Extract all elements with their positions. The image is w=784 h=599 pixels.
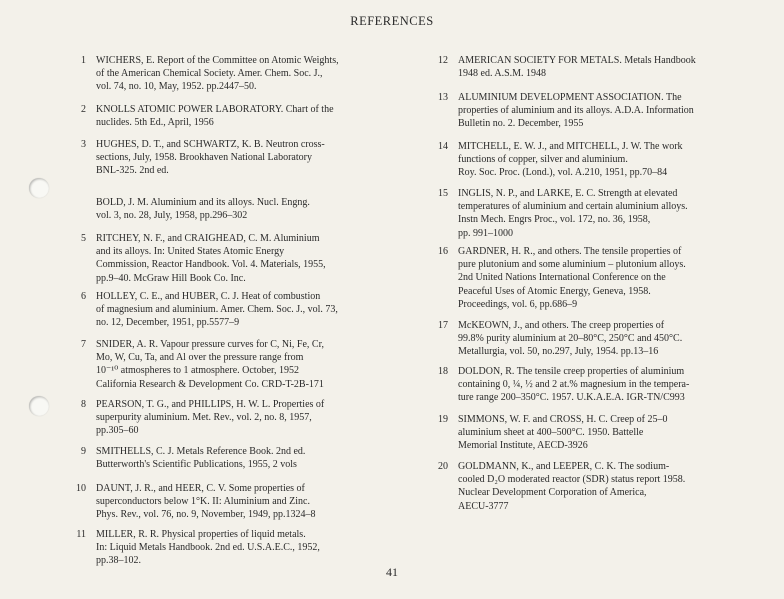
reference-line: pure plutonium and some aluminium – plutonium alloys. bbox=[458, 259, 686, 271]
reference-text bbox=[96, 398, 324, 438]
reference-text bbox=[458, 140, 683, 180]
reference-text bbox=[458, 91, 694, 131]
reference-number: 8 bbox=[81, 399, 86, 410]
reference-line: 99.8% purity aluminium at 20–80°C, 250°C and 450°C. bbox=[458, 333, 683, 345]
reference-text bbox=[96, 54, 339, 94]
reference-line: superconductors below 1°K. II: Aluminium and Zinc. bbox=[96, 496, 310, 508]
reference-line: containing 0, ¼, ½ and 2 at.% magnesium in the tempera- bbox=[458, 379, 690, 391]
reference-line: HUGHES, D. T., and SCHWARTZ, K. B. Neutron cross- bbox=[96, 139, 325, 150]
reference-text bbox=[96, 482, 316, 522]
reference-line: KNOLLS ATOMIC POWER LABORATORY. Chart of the bbox=[96, 104, 334, 115]
reference-number: 1 bbox=[81, 55, 86, 66]
reference-number: 10 bbox=[76, 483, 86, 494]
reference-line: MITCHELL, E. W. J., and MITCHELL, J. W. The work bbox=[458, 141, 683, 152]
reference-line: Nuclear Development Corporation of America, bbox=[458, 487, 647, 499]
reference-text bbox=[458, 460, 685, 513]
reference-line: Metallurgia, vol. 50, no.297, July, 1954. pp.13–16 bbox=[458, 346, 659, 358]
reference-line: aluminium sheet at 400–500°C. 1950. Battelle bbox=[458, 427, 644, 439]
reference-number: 18 bbox=[438, 366, 448, 377]
reference-line: cooled D₂O moderated reactor (SDR) status report 1958. bbox=[458, 474, 686, 486]
reference-line: DAUNT, J. R., and HEER, C. V. Some properties of bbox=[96, 483, 305, 494]
reference-line: Commission, Reactor Handbook. Vol. 4. Materials, 1955, bbox=[96, 259, 326, 271]
reference-number: 9 bbox=[81, 446, 86, 457]
reference-number: 12 bbox=[438, 55, 448, 66]
page-number: 41 bbox=[386, 565, 398, 579]
reference-text bbox=[458, 413, 668, 453]
reference-line: MILLER, R. R. Physical properties of liquid metals. bbox=[96, 529, 306, 540]
reference-line: Phys. Rev., vol. 76, no. 9, November, 1949, pp.1324–8 bbox=[96, 509, 316, 521]
reference-line: pp.9–40. McGraw Hill Book Co. Inc. bbox=[96, 272, 246, 284]
reference-line: GOLDMANN, K., and LEEPER, C. K. The sodium- bbox=[458, 461, 670, 472]
reference-line: pp.305–60 bbox=[96, 425, 139, 437]
reference-text bbox=[96, 445, 305, 471]
reference-number: 7 bbox=[81, 339, 86, 350]
reference-number: 11 bbox=[76, 529, 86, 540]
punch-hole bbox=[29, 396, 49, 416]
reference-text bbox=[458, 54, 696, 80]
reference-line: Bulletin no. 2. December, 1955 bbox=[458, 118, 584, 130]
reference-line: BOLD, J. M. Aluminium and its alloys. Nucl. Engng. bbox=[96, 197, 310, 208]
reference-text bbox=[96, 103, 334, 129]
reference-line: properties of aluminium and its alloys. A.D.A. Information bbox=[458, 105, 694, 117]
reference-line: 2nd United Nations International Conference on the bbox=[458, 272, 666, 284]
reference-text bbox=[96, 196, 310, 222]
reference-line: 1948 ed. A.S.M. 1948 bbox=[458, 68, 547, 80]
reference-line: Proceedings, vol. 6, pp.686–9 bbox=[458, 298, 578, 310]
reference-line: PEARSON, T. G., and PHILLIPS, H. W. L. Properties of bbox=[96, 399, 325, 410]
reference-text bbox=[96, 232, 326, 285]
reference-line: DOLDON, R. The tensile creep properties of aluminium bbox=[458, 366, 685, 377]
reference-number: 16 bbox=[438, 246, 448, 257]
reference-line: Mo, W, Cu, Ta, and Al over the pressure range from bbox=[96, 352, 304, 364]
page-title: REFERENCES bbox=[350, 14, 434, 28]
reference-number: 20 bbox=[438, 461, 448, 472]
reference-number: 3 bbox=[81, 139, 86, 150]
reference-number: 19 bbox=[438, 414, 448, 425]
reference-line: SNIDER, A. R. Vapour pressure curves for C, Ni, Fe, Cr, bbox=[96, 339, 325, 350]
reference-line: HOLLEY, C. E., and HUBER, C. J. Heat of combustion bbox=[96, 291, 321, 302]
reference-number: 17 bbox=[438, 320, 448, 331]
reference-text bbox=[458, 319, 682, 359]
reference-line: no. 12, December, 1951, pp.5577–9 bbox=[96, 317, 240, 329]
reference-line: of magnesium and aluminium. Amer. Chem. Soc. J., vol. 73, bbox=[96, 304, 338, 316]
reference-text bbox=[458, 187, 688, 240]
reference-line: ture range 200–350°C. 1957. U.K.A.E.A. IGR-TN/C993 bbox=[458, 392, 685, 404]
reference-line: WICHERS, E. Report of the Committee on Atomic Weights, bbox=[96, 55, 339, 66]
reference-number: 15 bbox=[438, 188, 448, 199]
reference-line: AMERICAN SOCIETY FOR METALS. Metals Handbook bbox=[458, 55, 696, 66]
reference-line: sections, July, 1958. Brookhaven National Laboratory bbox=[96, 152, 312, 164]
reference-text bbox=[96, 338, 324, 391]
reference-line: Memorial Institute, AECD-3926 bbox=[458, 440, 588, 452]
reference-line: nuclides. 5th Ed., April, 1956 bbox=[96, 117, 214, 129]
reference-number: 13 bbox=[438, 92, 448, 103]
reference-number: 6 bbox=[81, 291, 86, 302]
reference-line: SMITHELLS, C. J. Metals Reference Book. 2nd ed. bbox=[96, 446, 306, 457]
reference-line: BNL-325. 2nd ed. bbox=[96, 165, 169, 177]
reference-line: AECU-3777 bbox=[458, 500, 509, 512]
reference-text bbox=[96, 290, 338, 330]
reference-number: 5 bbox=[81, 233, 86, 244]
punch-hole bbox=[29, 178, 49, 198]
reference-text bbox=[458, 245, 686, 311]
reference-line: SIMMONS, W. F. and CROSS, H. C. Creep of 25–0 bbox=[458, 414, 668, 425]
reference-line: and its alloys. In: United States Atomic Energy bbox=[96, 246, 285, 258]
reference-line: Roy. Soc. Proc. (Lond.), vol. A.210, 1951, pp.70–84 bbox=[458, 167, 668, 179]
reference-line: INGLIS, N. P., and LARKE, E. C. Strength at elevated bbox=[458, 188, 678, 199]
reference-line: RITCHEY, N. F., and CRAIGHEAD, C. M. Aluminium bbox=[96, 233, 320, 244]
reference-line: vol. 74, no. 10, May, 1952. pp.2447–50. bbox=[96, 81, 257, 93]
reference-line: pp. 991–1000 bbox=[458, 227, 513, 239]
reference-text bbox=[96, 138, 325, 178]
reference-line: superpurity aluminium. Met. Rev., vol. 2, no. 8, 1957, bbox=[96, 412, 312, 424]
reference-line: In: Liquid Metals Handbook. 2nd ed. U.S.A.E.C., 1952, bbox=[96, 542, 320, 554]
reference-line: of the American Chemical Society. Amer. Chem. Soc. J., bbox=[96, 68, 323, 80]
reference-line: pp.38–102. bbox=[96, 555, 141, 567]
reference-text bbox=[96, 528, 320, 568]
reference-line: Instn Mech. Engrs Proc., vol. 172, no. 36, 1958, bbox=[458, 214, 651, 226]
reference-number: 2 bbox=[81, 104, 86, 115]
reference-line: Butterworth's Scientific Publications, 1955, 2 vols bbox=[96, 459, 297, 471]
reference-number: 14 bbox=[438, 141, 448, 152]
reference-line: ALUMINIUM DEVELOPMENT ASSOCIATION. The bbox=[458, 92, 682, 103]
reference-line: California Research & Development Co. CRD-T-2B-171 bbox=[96, 378, 324, 390]
reference-line: 10⁻¹⁰ atmospheres to 1 atmosphere. October, 1952 bbox=[96, 365, 299, 377]
reference-text bbox=[458, 365, 689, 405]
reference-line: temperatures of aluminium and certain aluminium alloys. bbox=[458, 201, 688, 213]
reference-line: GARDNER, H. R., and others. The tensile properties of bbox=[458, 246, 682, 257]
reference-line: McKEOWN, J., and others. The creep properties of bbox=[458, 320, 665, 331]
reference-line: vol. 3, no. 28, July, 1958, pp.296–302 bbox=[96, 210, 248, 222]
reference-line: functions of copper, silver and aluminium. bbox=[458, 154, 628, 166]
reference-line: Peaceful Uses of Atomic Energy, Geneva, 1958. bbox=[458, 285, 651, 297]
